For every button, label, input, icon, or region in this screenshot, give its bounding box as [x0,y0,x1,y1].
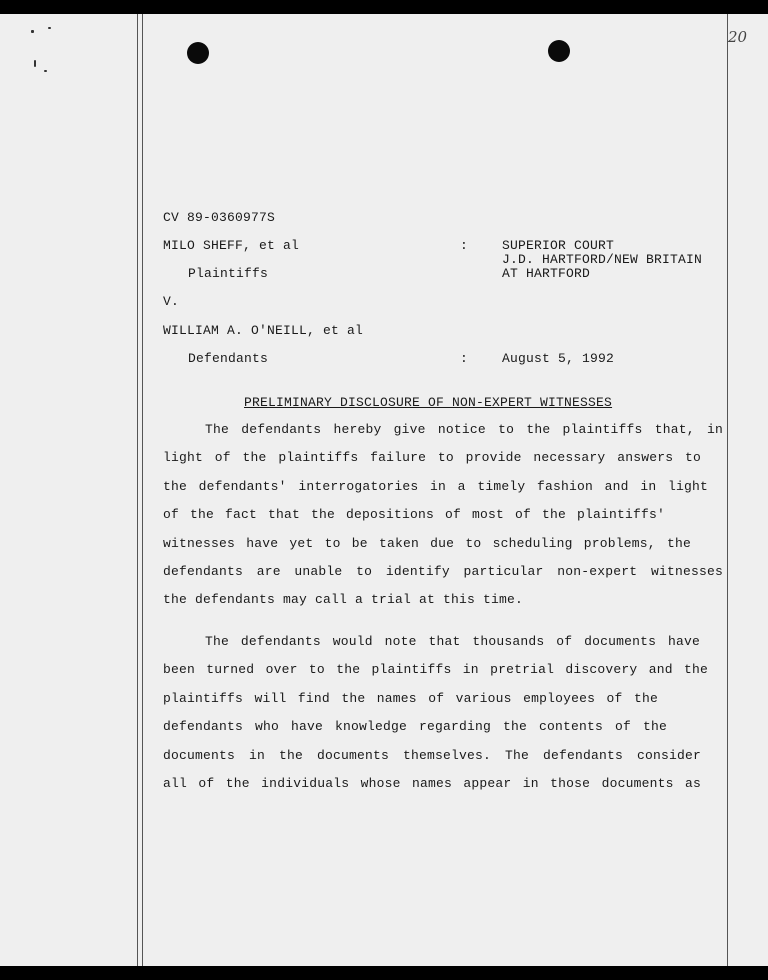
scan-speck [31,30,34,33]
document-page [0,14,768,966]
right-margin-line [727,14,728,966]
caption-colon-bottom: : [460,351,469,366]
caption-colon-top: : [460,238,469,253]
court-district: J.D. HARTFORD/NEW BRITAIN [502,252,703,267]
punch-hole-right [548,40,570,62]
paragraph-line: defendants who have knowledge regarding the contents of the [163,719,667,735]
scan-speck [44,70,47,72]
plaintiff-label: Plaintiffs [188,266,269,281]
docket-number: CV 89-0360977S [163,210,276,225]
document-title: PRELIMINARY DISCLOSURE OF NON-EXPERT WITNESSES [244,395,613,410]
paragraph-line: all of the individuals whose names appear in those documents as [163,775,701,791]
document-date: August 5, 1992 [502,351,615,366]
scan-speck [34,60,36,67]
court-location: AT HARTFORD [502,266,591,281]
paragraph-line: The defendants hereby give notice to the plaintiffs that, in [205,422,723,437]
paragraph-line: documents in the documents themselves. The defendants consider [163,747,701,763]
scan-speck [48,27,51,29]
paragraph-2 [163,628,723,798]
left-margin-line [137,14,138,966]
court-name: SUPERIOR COURT [502,238,615,253]
paragraph-line: defendants are unable to identify particular non-expert witnesses [163,563,723,579]
versus: V. [163,294,180,309]
paragraph-line: plaintiffs will find the names of various employees of the [163,690,658,706]
paragraph-line: witnesses have yet to be taken due to scheduling problems, the [163,535,691,551]
paragraph-line: the defendants' interrogatories in a timely fashion and in light [163,478,708,494]
plaintiff-name: MILO SHEFF, et al [163,238,300,253]
defendant-name: WILLIAM A. O'NEILL, et al [163,323,364,338]
page-number: 20 [728,28,748,46]
left-margin-line-inner [142,14,143,966]
paragraph-line: been turned over to the plaintiffs in pretrial discovery and the [163,662,708,678]
defendant-label: Defendants [188,351,269,366]
paragraph-line: The defendants would note that thousands of documents have [205,634,700,649]
paragraph-line: of the fact that the depositions of most of the plaintiffs' [163,507,665,523]
paragraph-1 [163,416,723,615]
paragraph-line: the defendants may call a trial at this time. [163,592,524,608]
punch-hole-left [187,42,209,64]
paragraph-line: light of the plaintiffs failure to provide necessary answers to [163,450,701,466]
